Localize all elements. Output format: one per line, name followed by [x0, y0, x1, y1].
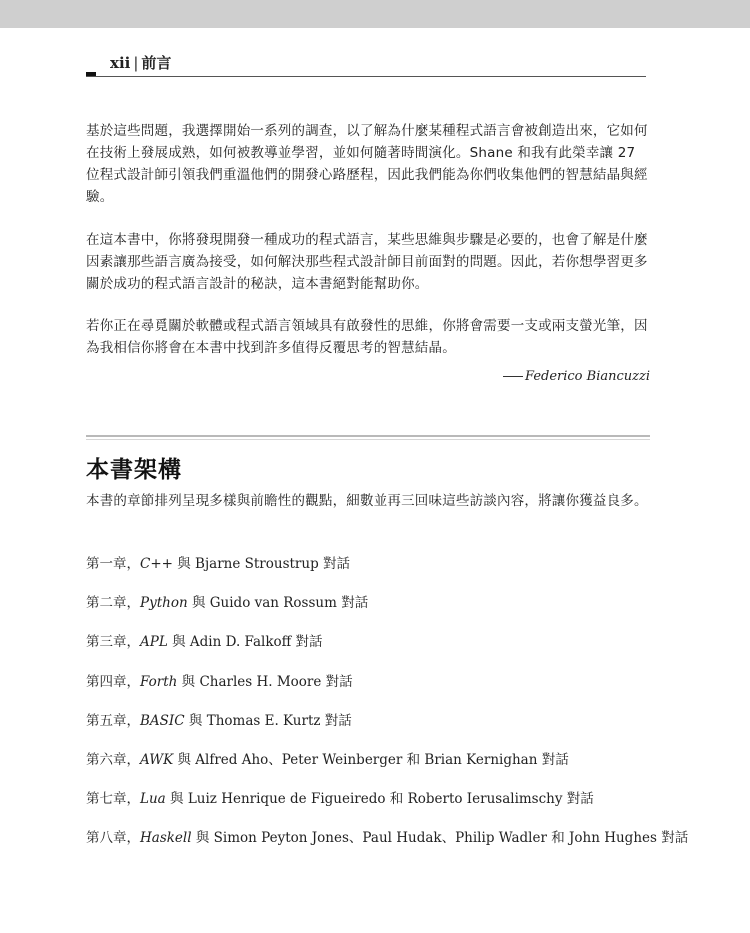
chapter-language: C++ — [140, 556, 173, 572]
chapter-prefix: 第六章， — [86, 751, 140, 768]
chapter-connector: 與 — [170, 791, 184, 808]
chapter-people: Luiz Henrique de Figueiredo 和 Roberto Ierusalimschy — [187, 791, 563, 808]
chapter-suffix: 對話 — [661, 830, 689, 847]
chapter-language: AWK — [140, 751, 174, 768]
chapter-language: BASIC — [140, 712, 185, 729]
chapter-people: Adin D. Falkoff — [189, 634, 292, 651]
chapter-prefix: 第三章， — [86, 634, 140, 651]
chapter-people: Charles H. Moore — [199, 673, 322, 690]
chapter-item — [86, 632, 650, 671]
page-number: xii — [110, 54, 131, 72]
paragraph-3: 若你正在尋覓關於軟體或程式語言領域具有啟發性的思維，你將會需要一支或兩支螢光筆，因為我相信你將會在本書中找到許多值得反覆思考的智慧結晶。 — [86, 318, 648, 356]
section-rule — [86, 435, 650, 437]
signature — [86, 369, 650, 384]
chapter-people: Bjarne Stroustrup — [195, 556, 319, 572]
chapter-item — [86, 828, 689, 867]
chapter-connector: 與 — [177, 556, 191, 572]
chapter-item — [86, 711, 650, 750]
header-rule — [86, 76, 646, 77]
chapter-item — [86, 554, 650, 593]
signature-dash — [503, 376, 523, 377]
chapter-language: Forth — [140, 673, 178, 690]
section-intro: 本書的章節排列呈現多樣與前瞻性的觀點，細數並再三回味這些訪談內容，將讓你獲益良多。 — [86, 493, 648, 509]
chapter-connector: 與 — [191, 595, 206, 612]
paragraph-1: 基於這些問題，我選擇開始一系列的調查，以了解為什麼某種程式語言會被創造出來，它如何在技術上發展成熟，如何被教導並學習，並如何隨著時間演化。Shane 和我有此榮幸讓 27 位程式設計師引領我們重溫他們的開發心路歷程，因此我們能為你們收集他們的智慧結晶與經驗。 — [86, 123, 648, 205]
chapter-people: Thomas E. Kurtz — [206, 712, 321, 729]
chapter-item — [86, 789, 650, 828]
chapter-people: Simon Peyton Jones、Paul Hudak、Philip Wadler 和 John Hughes — [213, 830, 657, 847]
chapter-language: Python — [140, 595, 188, 612]
chapter-prefix: 第一章， — [86, 556, 140, 572]
header-text — [110, 52, 171, 73]
chapter-suffix: 對話 — [566, 791, 594, 808]
chapter-suffix: 對話 — [295, 634, 323, 651]
chapter-prefix: 第五章， — [86, 712, 140, 729]
signature-name: Federico Biancuzzi — [525, 369, 650, 384]
chapter-title: 前言 — [141, 54, 172, 72]
chapter-list — [86, 554, 689, 868]
section-rule-secondary — [86, 439, 650, 440]
chapter-suffix: 對話 — [541, 751, 569, 768]
chapter-people: Guido van Rossum — [209, 595, 337, 612]
chapter-item — [86, 593, 650, 632]
chapter-suffix: 對話 — [341, 595, 369, 612]
chapter-prefix: 第八章， — [86, 830, 140, 847]
header-separator: | — [133, 54, 139, 72]
chapter-people: Alfred Aho、Peter Weinberger 和 Brian Kernighan — [195, 751, 538, 768]
chapter-item — [86, 750, 650, 789]
chapter-language: Haskell — [140, 830, 192, 847]
chapter-connector: 與 — [177, 751, 191, 768]
chapter-connector: 與 — [188, 712, 203, 729]
chapter-connector: 與 — [181, 673, 196, 690]
chapter-item — [86, 672, 650, 711]
chapter-connector: 與 — [195, 830, 210, 847]
top-band — [0, 0, 750, 28]
paragraph-2: 在這本書中，你將發現開發一種成功的程式語言，某些思維與步驟是必要的，也會了解是什麼因素讓那些語言廣為接受，如何解決那些程式設計師目前面對的問題。因此，若你想學習更多關於成功的程式語言設計的秘訣，這本書絕對能幫助你。 — [86, 232, 648, 292]
chapter-language: APL — [140, 634, 168, 651]
chapter-prefix: 第四章， — [86, 673, 140, 690]
chapter-suffix: 對話 — [324, 712, 352, 729]
chapter-prefix: 第七章， — [86, 791, 140, 808]
running-header — [86, 52, 646, 78]
chapter-suffix: 對話 — [325, 673, 353, 690]
chapter-suffix: 對話 — [323, 556, 351, 572]
chapter-connector: 與 — [172, 634, 186, 651]
chapter-language: Lua — [140, 791, 166, 808]
chapter-prefix: 第二章， — [86, 595, 140, 612]
section-heading: 本書架構 — [86, 457, 182, 483]
